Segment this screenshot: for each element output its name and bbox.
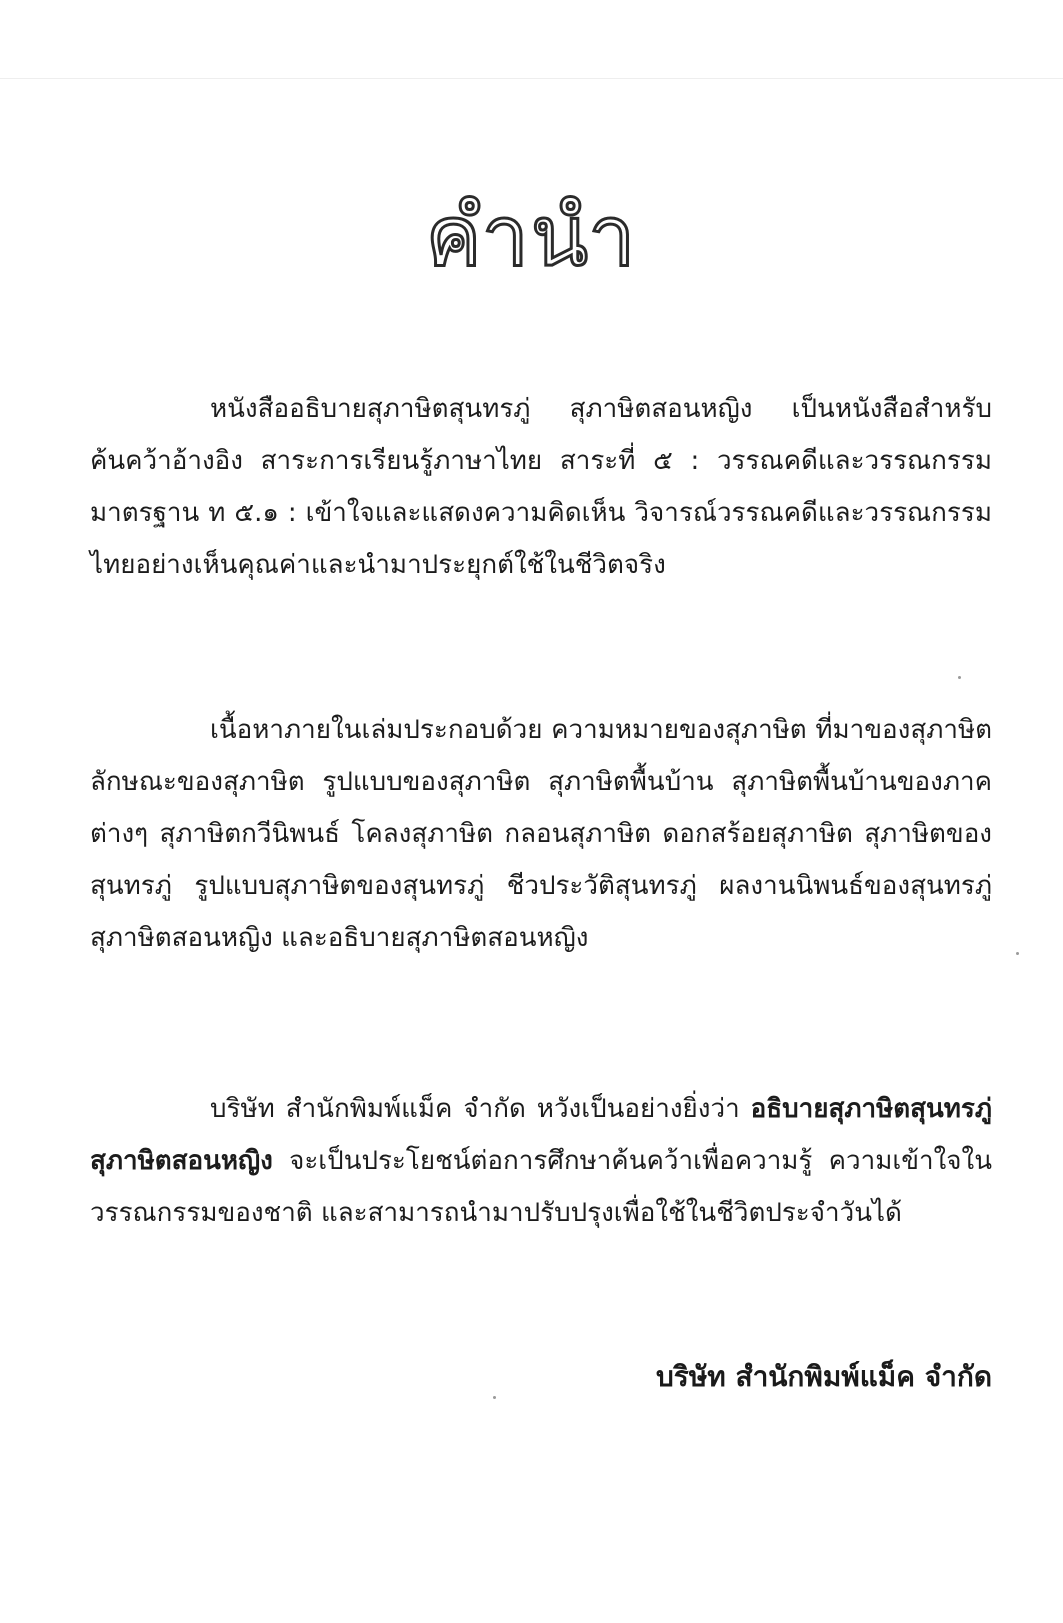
- contents-paragraph: เนื้อหาภายในเล่มประกอบด้วย ความหมายของสุภาษิต ที่มาของสุภาษิต ลักษณะของสุภาษิต รูปแบบของสุภาษิต สุภาษิตพื้นบ้าน สุภาษิตพื้นบ้านของภาคต่างๆ สุภาษิตกวีนิพนธ์ โคลงสุภาษิต กลอนสุภาษิต ดอกสร้อยสุภาษิต สุภาษิตของสุนทรภู่ รูปแบบสุภาษิตของสุนทรภู่ ชีวประวัติสุนทรภู่ ผลงานนิพนธ์ของสุนทรภู่ สุภาษิตสอนหญิง และอธิบายสุภาษิตสอนหญิง: [90, 715, 992, 953]
- closing-paragraph-start: บริษัท สำนักพิมพ์แม็ค จำกัด หวังเป็นอย่างยิ่งว่า: [210, 1094, 751, 1124]
- closing-paragraph-end: จะเป็นประโยชน์ต่อการศึกษาค้นคว้าเพื่อความรู้ ความเข้าใจในวรรณกรรมของชาติ และสามารถนำมาปรับปรุงเพื่อใช้ในชีวิตประจำวันได้: [90, 1146, 992, 1228]
- scan-speck: [1016, 952, 1019, 955]
- publisher-signature: บริษัท สำนักพิมพ์แม็ค จำกัด: [656, 1360, 992, 1393]
- scan-speck: [493, 1396, 496, 1399]
- closing-paragraph: [90, 1083, 992, 1239]
- scan-speck: [958, 676, 961, 679]
- book-title-emphasis: อธิบายสุภาษิตสุนทรภู่ สุภาษิตสอนหญิง: [90, 1094, 992, 1176]
- page-title: คำนำ: [425, 187, 638, 285]
- intro-paragraph: หนังสืออธิบายสุภาษิตสุนทรภู่ สุภาษิตสอนหญิง เป็นหนังสือสำหรับค้นคว้าอ้างอิง สาระการเรียนรู้ภาษาไทย สาระที่ ๕ : วรรณคดีและวรรณกรรม มาตรฐาน ท ๕.๑ : เข้าใจและแสดงความคิดเห็น วิจารณ์วรรณคดีและวรรณกรรมไทยอย่างเห็นคุณค่าและนำมาประยุกต์ใช้ในชีวิตจริง: [90, 394, 992, 580]
- page-edge-line: [0, 78, 1063, 79]
